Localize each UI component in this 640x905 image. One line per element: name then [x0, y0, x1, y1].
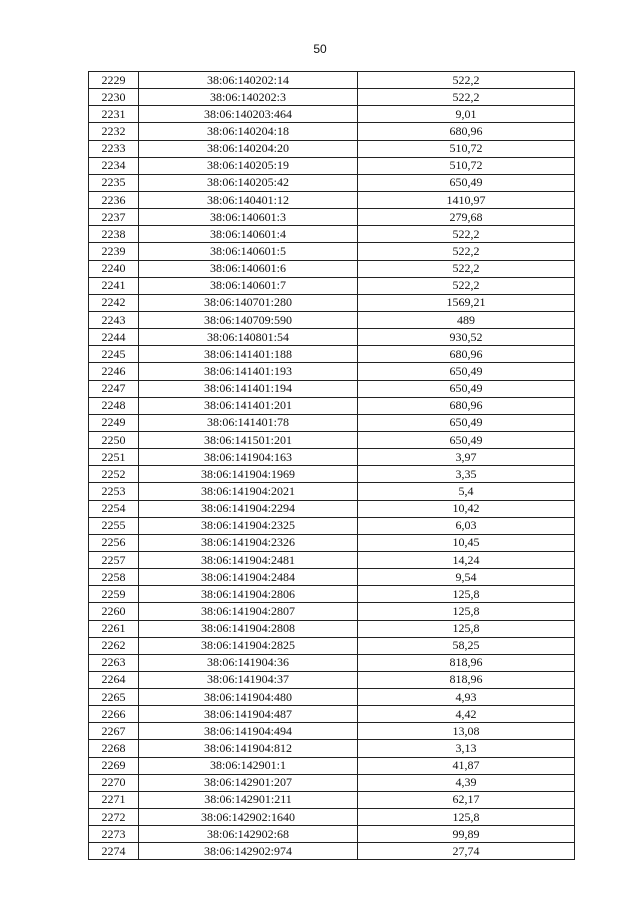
table-row	[89, 843, 575, 860]
row-number-cell: 2247	[89, 380, 139, 397]
table-row	[89, 226, 575, 243]
table-row	[89, 311, 575, 328]
row-number-cell: 2232	[89, 123, 139, 140]
cadastral-number-cell: 38:06:141904:37	[139, 671, 358, 688]
cadastral-number-cell: 38:06:141904:812	[139, 740, 358, 757]
row-number-cell: 2250	[89, 431, 139, 448]
row-number-cell: 2252	[89, 466, 139, 483]
table-row	[89, 603, 575, 620]
value-cell: 125,8	[358, 586, 575, 603]
row-number-cell: 2270	[89, 774, 139, 791]
value-cell: 4,39	[358, 774, 575, 791]
table-row	[89, 757, 575, 774]
value-cell: 522,2	[358, 72, 575, 89]
row-number-cell: 2260	[89, 603, 139, 620]
cadastral-number-cell: 38:06:141904:487	[139, 706, 358, 723]
table-row	[89, 431, 575, 448]
row-number-cell: 2237	[89, 209, 139, 226]
cadastral-number-cell: 38:06:141904:2825	[139, 637, 358, 654]
cadastral-number-cell: 38:06:141904:2481	[139, 551, 358, 568]
table-row	[89, 671, 575, 688]
row-number-cell: 2261	[89, 620, 139, 637]
value-cell: 489	[358, 311, 575, 328]
row-number-cell: 2251	[89, 449, 139, 466]
value-cell: 9,54	[358, 569, 575, 586]
table-row	[89, 449, 575, 466]
value-cell: 510,72	[358, 140, 575, 157]
value-cell: 510,72	[358, 157, 575, 174]
cadastral-number-cell: 38:06:141904:480	[139, 689, 358, 706]
table-row	[89, 260, 575, 277]
row-number-cell: 2233	[89, 140, 139, 157]
cadastral-number-cell: 38:06:142902:974	[139, 843, 358, 860]
cadastral-number-cell: 38:06:140205:42	[139, 174, 358, 191]
cadastral-number-cell: 38:06:140601:4	[139, 226, 358, 243]
value-cell: 522,2	[358, 226, 575, 243]
cadastral-number-cell: 38:06:141904:2808	[139, 620, 358, 637]
row-number-cell: 2272	[89, 809, 139, 826]
row-number-cell: 2249	[89, 414, 139, 431]
row-number-cell: 2273	[89, 826, 139, 843]
cadastral-number-cell: 38:06:141904:2326	[139, 534, 358, 551]
table-row	[89, 740, 575, 757]
cadastral-number-cell: 38:06:141904:2806	[139, 586, 358, 603]
row-number-cell: 2271	[89, 791, 139, 808]
table-row	[89, 140, 575, 157]
value-cell: 279,68	[358, 209, 575, 226]
value-cell: 680,96	[358, 123, 575, 140]
row-number-cell: 2254	[89, 500, 139, 517]
table-row	[89, 637, 575, 654]
table-row	[89, 294, 575, 311]
value-cell: 27,74	[358, 843, 575, 860]
row-number-cell: 2235	[89, 174, 139, 191]
value-cell: 650,49	[358, 414, 575, 431]
value-cell: 6,03	[358, 517, 575, 534]
value-cell: 99,89	[358, 826, 575, 843]
table-row	[89, 517, 575, 534]
table-row	[89, 397, 575, 414]
table-row	[89, 500, 575, 517]
data-table	[88, 71, 575, 860]
row-number-cell: 2231	[89, 106, 139, 123]
value-cell: 10,42	[358, 500, 575, 517]
row-number-cell: 2265	[89, 689, 139, 706]
value-cell: 5,4	[358, 483, 575, 500]
table-row	[89, 620, 575, 637]
cadastral-number-cell: 38:06:140203:464	[139, 106, 358, 123]
row-number-cell: 2243	[89, 311, 139, 328]
table-row	[89, 826, 575, 843]
cadastral-number-cell: 38:06:141904:2021	[139, 483, 358, 500]
cadastral-number-cell: 38:06:142902:1640	[139, 809, 358, 826]
table-row	[89, 363, 575, 380]
table-row	[89, 551, 575, 568]
cadastral-number-cell: 38:06:140601:3	[139, 209, 358, 226]
row-number-cell: 2245	[89, 346, 139, 363]
row-number-cell: 2267	[89, 723, 139, 740]
row-number-cell: 2230	[89, 89, 139, 106]
row-number-cell: 2263	[89, 654, 139, 671]
cadastral-number-cell: 38:06:142901:211	[139, 791, 358, 808]
cadastral-number-cell: 38:06:141904:2484	[139, 569, 358, 586]
cadastral-number-cell: 38:06:140601:7	[139, 277, 358, 294]
table-row	[89, 157, 575, 174]
row-number-cell: 2229	[89, 72, 139, 89]
cadastral-number-cell: 38:06:140205:19	[139, 157, 358, 174]
row-number-cell: 2241	[89, 277, 139, 294]
row-number-cell: 2274	[89, 843, 139, 860]
value-cell: 9,01	[358, 106, 575, 123]
row-number-cell: 2257	[89, 551, 139, 568]
value-cell: 1410,97	[358, 191, 575, 208]
table-body	[89, 72, 575, 860]
cadastral-number-cell: 38:06:140601:6	[139, 260, 358, 277]
table-row	[89, 174, 575, 191]
row-number-cell: 2256	[89, 534, 139, 551]
cadastral-number-cell: 38:06:141904:163	[139, 449, 358, 466]
value-cell: 62,17	[358, 791, 575, 808]
table-row	[89, 791, 575, 808]
row-number-cell: 2253	[89, 483, 139, 500]
value-cell: 650,49	[358, 431, 575, 448]
row-number-cell: 2234	[89, 157, 139, 174]
cadastral-number-cell: 38:06:142901:207	[139, 774, 358, 791]
row-number-cell: 2259	[89, 586, 139, 603]
table-row	[89, 809, 575, 826]
value-cell: 680,96	[358, 397, 575, 414]
table-row	[89, 106, 575, 123]
table-row	[89, 774, 575, 791]
value-cell: 3,35	[358, 466, 575, 483]
page-number: 50	[313, 42, 327, 56]
cadastral-number-cell: 38:06:141501:201	[139, 431, 358, 448]
table-row	[89, 483, 575, 500]
value-cell: 1569,21	[358, 294, 575, 311]
row-number-cell: 2239	[89, 243, 139, 260]
cadastral-number-cell: 38:06:142902:68	[139, 826, 358, 843]
value-cell: 3,97	[358, 449, 575, 466]
cadastral-number-cell: 38:06:140204:18	[139, 123, 358, 140]
table-row	[89, 380, 575, 397]
table-row	[89, 586, 575, 603]
table-row	[89, 414, 575, 431]
table-row	[89, 706, 575, 723]
cadastral-number-cell: 38:06:141401:201	[139, 397, 358, 414]
row-number-cell: 2236	[89, 191, 139, 208]
row-number-cell: 2258	[89, 569, 139, 586]
row-number-cell: 2248	[89, 397, 139, 414]
value-cell: 125,8	[358, 809, 575, 826]
row-number-cell: 2255	[89, 517, 139, 534]
table-row	[89, 329, 575, 346]
value-cell: 650,49	[358, 174, 575, 191]
table-row	[89, 723, 575, 740]
value-cell: 13,08	[358, 723, 575, 740]
row-number-cell: 2266	[89, 706, 139, 723]
table-row	[89, 346, 575, 363]
row-number-cell: 2264	[89, 671, 139, 688]
table-row	[89, 466, 575, 483]
value-cell: 650,49	[358, 363, 575, 380]
table-row	[89, 191, 575, 208]
cadastral-number-cell: 38:06:140801:54	[139, 329, 358, 346]
value-cell: 818,96	[358, 654, 575, 671]
row-number-cell: 2242	[89, 294, 139, 311]
row-number-cell: 2238	[89, 226, 139, 243]
table-row	[89, 277, 575, 294]
cadastral-number-cell: 38:06:141904:36	[139, 654, 358, 671]
table-row	[89, 123, 575, 140]
data-table-container	[88, 71, 574, 860]
cadastral-number-cell: 38:06:140601:5	[139, 243, 358, 260]
value-cell: 4,93	[358, 689, 575, 706]
cadastral-number-cell: 38:06:140709:590	[139, 311, 358, 328]
value-cell: 14,24	[358, 551, 575, 568]
cadastral-number-cell: 38:06:141401:194	[139, 380, 358, 397]
row-number-cell: 2269	[89, 757, 139, 774]
table-row	[89, 689, 575, 706]
table-row	[89, 72, 575, 89]
cadastral-number-cell: 38:06:141401:78	[139, 414, 358, 431]
table-row	[89, 534, 575, 551]
value-cell: 41,87	[358, 757, 575, 774]
value-cell: 522,2	[358, 89, 575, 106]
cadastral-number-cell: 38:06:140202:14	[139, 72, 358, 89]
table-row	[89, 569, 575, 586]
cadastral-number-cell: 38:06:141904:2294	[139, 500, 358, 517]
cadastral-number-cell: 38:06:141904:1969	[139, 466, 358, 483]
value-cell: 125,8	[358, 603, 575, 620]
table-row	[89, 654, 575, 671]
row-number-cell: 2268	[89, 740, 139, 757]
row-number-cell: 2246	[89, 363, 139, 380]
value-cell: 522,2	[358, 260, 575, 277]
cadastral-number-cell: 38:06:140202:3	[139, 89, 358, 106]
value-cell: 818,96	[358, 671, 575, 688]
cadastral-number-cell: 38:06:140204:20	[139, 140, 358, 157]
value-cell: 10,45	[358, 534, 575, 551]
cadastral-number-cell: 38:06:141401:188	[139, 346, 358, 363]
value-cell: 4,42	[358, 706, 575, 723]
value-cell: 930,52	[358, 329, 575, 346]
cadastral-number-cell: 38:06:141904:2325	[139, 517, 358, 534]
cadastral-number-cell: 38:06:140701:280	[139, 294, 358, 311]
cadastral-number-cell: 38:06:140401:12	[139, 191, 358, 208]
table-row	[89, 209, 575, 226]
cadastral-number-cell: 38:06:141904:2807	[139, 603, 358, 620]
value-cell: 58,25	[358, 637, 575, 654]
row-number-cell: 2244	[89, 329, 139, 346]
value-cell: 522,2	[358, 243, 575, 260]
value-cell: 522,2	[358, 277, 575, 294]
row-number-cell: 2240	[89, 260, 139, 277]
cadastral-number-cell: 38:06:141904:494	[139, 723, 358, 740]
value-cell: 3,13	[358, 740, 575, 757]
table-row	[89, 89, 575, 106]
cadastral-number-cell: 38:06:142901:1	[139, 757, 358, 774]
value-cell: 680,96	[358, 346, 575, 363]
value-cell: 125,8	[358, 620, 575, 637]
value-cell: 650,49	[358, 380, 575, 397]
cadastral-number-cell: 38:06:141401:193	[139, 363, 358, 380]
row-number-cell: 2262	[89, 637, 139, 654]
table-row	[89, 243, 575, 260]
